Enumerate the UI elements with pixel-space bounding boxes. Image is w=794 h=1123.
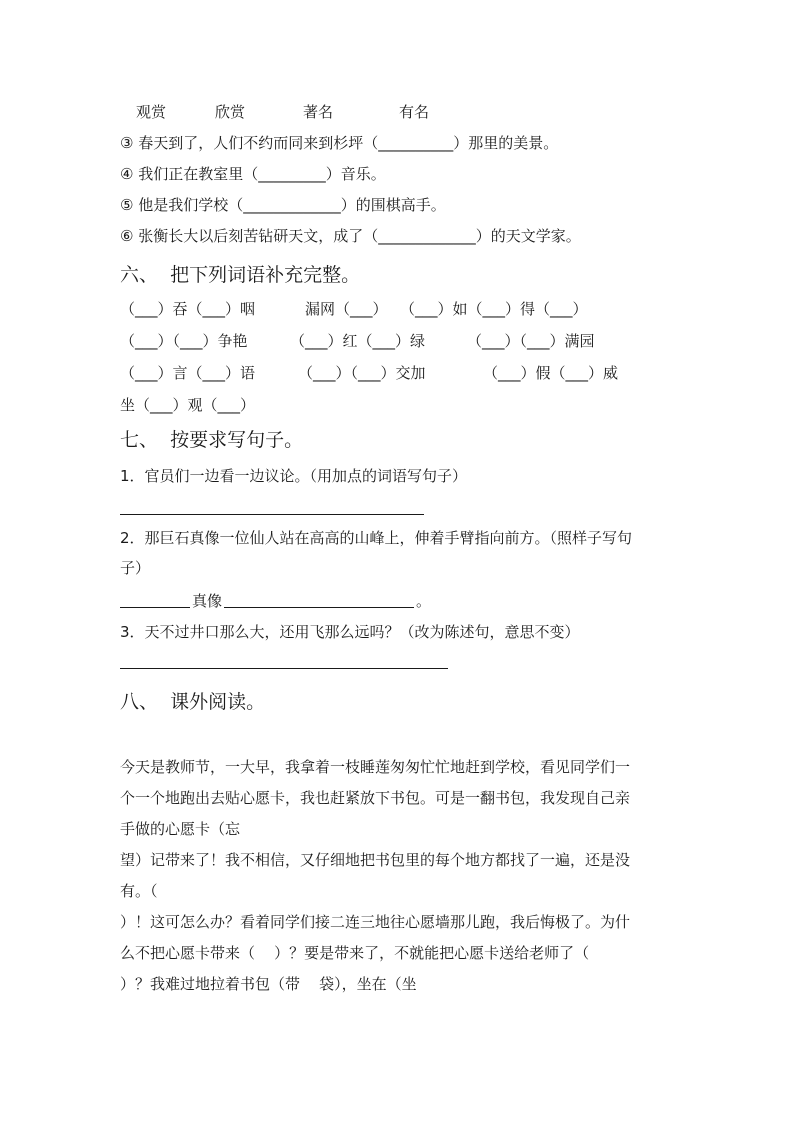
idiom-item[interactable]: （___）（___）交加 (298, 364, 426, 382)
word-bank-item: 有名 (399, 103, 430, 121)
idiom-item[interactable]: （___）红（___）绿 (290, 332, 426, 350)
answer-blank[interactable]: _____________ (378, 227, 476, 245)
idiom-item[interactable]: （___）（___）争艳 (120, 332, 248, 350)
idiom-item[interactable]: （___）假（___）威 (483, 364, 619, 382)
sentence-question-2-cont: 子） (120, 559, 151, 577)
answer-blank[interactable]: __________ (378, 134, 454, 152)
passage-line: 么不把心愿卡带来（ ）？要是带来了，不就能把心愿卡送给老师了（ (120, 944, 590, 962)
idiom-item[interactable]: 漏网（___） (305, 300, 388, 318)
answer-blank[interactable]: _________ (258, 165, 326, 183)
sentence-question-2: 2．那巨石真像一位仙人站在高高的山峰上，伸着手臂指向前方。（照样子写句 (120, 529, 633, 547)
sentence-question-1: 1．官员们一边看一边议论。（用加点的词语写句子） (120, 467, 468, 485)
answer-line[interactable] (120, 514, 424, 515)
word-bank-item: 著名 (303, 103, 334, 121)
section-8-title: 八、 课外阅读。 (120, 691, 266, 713)
word-bank-item: 观赏 (136, 103, 167, 121)
idiom-item[interactable]: （___）（___）满园 (467, 332, 595, 350)
idiom-item[interactable]: （___）吞（___）咽 (120, 300, 256, 318)
pattern-period: 。 (416, 592, 432, 610)
answer-line[interactable] (120, 668, 448, 669)
idiom-item[interactable]: （___）如（___）得（___） (400, 300, 588, 318)
answer-blank[interactable]: _____________ (243, 196, 341, 214)
section-6-title: 六、 把下列词语补充完整。 (120, 264, 361, 286)
passage-line: 有。（ (120, 882, 158, 900)
passage-line: 望）记带来了！我不相信，又仔细地把书包里的每个地方都找了一遍，还是没 (120, 851, 631, 869)
answer-line[interactable] (120, 607, 190, 608)
passage-line: 今天是教师节，一大早，我拿着一枝睡莲匆匆忙忙地赶到学校，看见同学们一 (120, 758, 631, 776)
question-4: ④ 我们正在教室里（_________）音乐。 (120, 165, 386, 183)
answer-line[interactable] (224, 607, 414, 608)
word-bank-item: 欣赏 (215, 103, 246, 121)
section-7-title: 七、 按要求写句子。 (120, 429, 304, 451)
sentence-question-3: 3．天不过井口那么大，还用飞那么远吗？（改为陈述句，意思不变） (120, 623, 580, 641)
passage-line: 手做的心愿卡（忘 (120, 820, 241, 838)
question-5: ⑤ 他是我们学校（_____________）的围棋高手。 (120, 196, 446, 214)
passage-line: ）？我难过地拉着书包（带 袋），坐在（坐 (120, 975, 417, 993)
passage-line: ）！这可怎么办？看着同学们接二连三地往心愿墙那儿跑，我后悔极了。为什 (120, 913, 631, 931)
question-6: ⑥ 张衡长大以后刻苦钻研天文，成了（_____________）的天文学家。 (120, 227, 581, 245)
idiom-item[interactable]: 坐（___）观（___） (120, 396, 256, 414)
passage-line: 个一个地跑出去贴心愿卡，我也赶紧放下书包。可是一翻书包，我发现自己亲 (120, 789, 631, 807)
idiom-item[interactable]: （___）言（___）语 (120, 364, 256, 382)
question-3: ③ 春天到了，人们不约而同来到杉坪（__________）那里的美景。 (120, 134, 559, 152)
pattern-word: 真像 (192, 592, 223, 610)
